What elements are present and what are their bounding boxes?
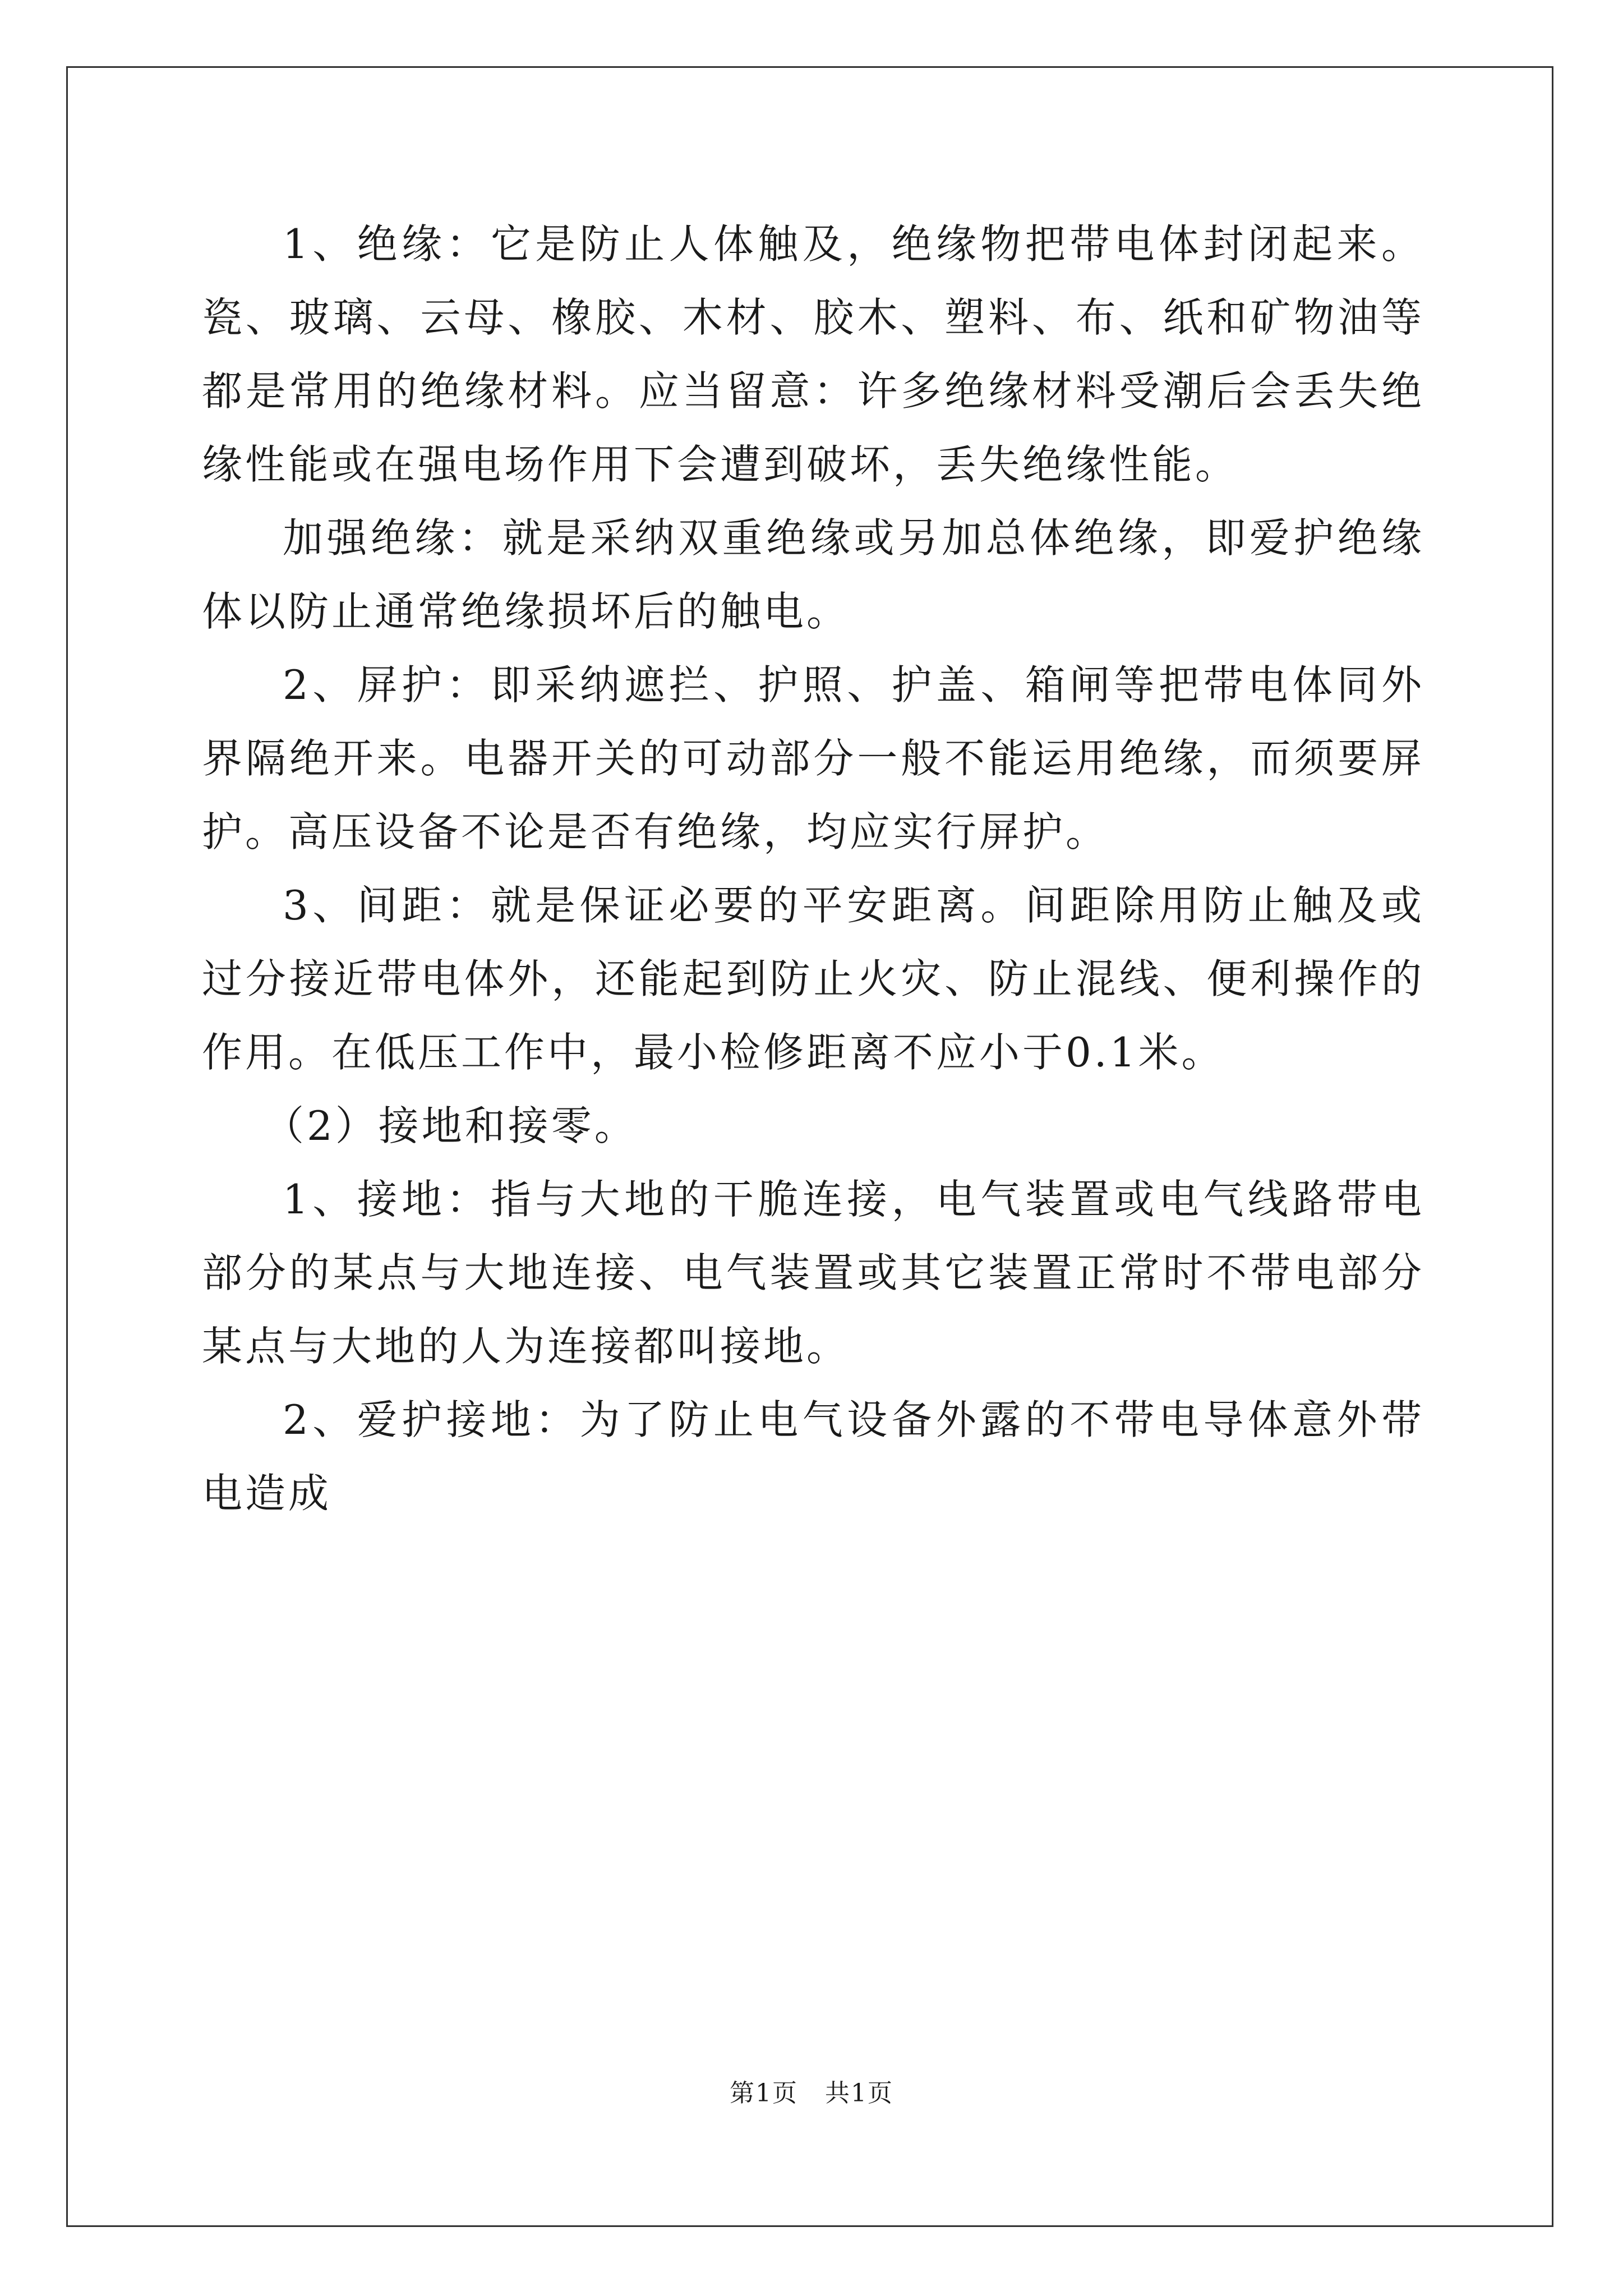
paragraph-grounding-heading: （2）接地和接零。 — [264, 1102, 638, 1149]
paragraph-grounding: 1、接地：指与大地的干脆连接，电气装置或电气线路带电部分的某点与大地连接、电气装置或其它装置正常时不带电部分某点与大地的人为连接都叫接地。 — [202, 1176, 1424, 1370]
page-number: 第1页 — [730, 2079, 798, 2108]
paragraph-spacing: 3、间距：就是保证必要的平安距离。间距除用防止触及或过分接近带电体外，还能起到防止火灾、防止混线、便利操作的作用。在低压工作中，最小检修距离不应小于0.1米。 — [202, 882, 1424, 1076]
paragraph-shielding: 2、屏护：即采纳遮拦、护照、护盖、箱闸等把带电体同外界隔绝开来。电器开关的可动部分一般不能运用绝缘，而须要屏护。高压设备不论是否有绝缘，均应实行屏护。 — [202, 661, 1424, 855]
document-body — [202, 208, 1424, 1530]
paragraph-insulation: 1、绝缘：它是防止人体触及，绝缘物把带电体封闭起来。瓷、玻璃、云母、橡胶、木材、胶木、塑料、布、纸和矿物油等都是常用的绝缘材料。应当留意：许多绝缘材料受潮后会丢失绝缘性能或在强电场作用下会遭到破坏，丢失绝缘性能。 — [202, 220, 1424, 488]
page-total: 共1页 — [825, 2079, 893, 2108]
page-footer — [0, 2078, 1623, 2109]
paragraph-reinforced-insulation: 加强绝缘：就是采纳双重绝缘或另加总体绝缘，即爱护绝缘体以防止通常绝缘损坏后的触电。 — [202, 514, 1424, 635]
paragraph-protective-grounding: 2、爱护接地：为了防止电气设备外露的不带电导体意外带电造成 — [202, 1396, 1424, 1517]
